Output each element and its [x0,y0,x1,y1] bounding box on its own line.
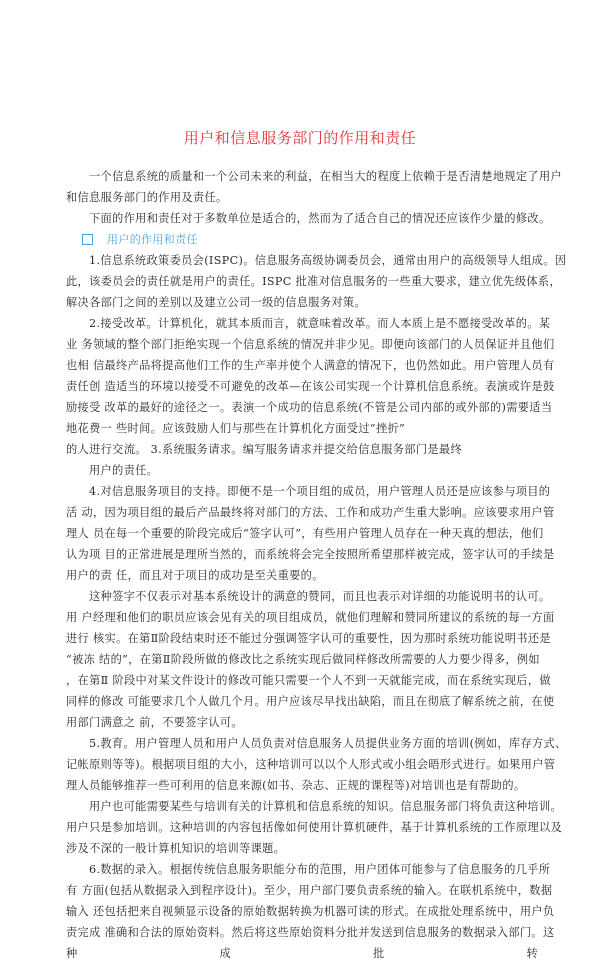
text-line: 用户的责 任，而且对于项目的成功是至关重要的。 [66,569,324,582]
text-line: 同样的修改 可能要求几个人做几个月。用户应该尽早找出缺陷，而且在彻底了解系统之前，在使 [66,695,555,708]
text-line: 有 方面(包括从数据录入到程序设计)。至少，用户部门要负责系统的输入。在联机系统中，数据 [66,884,553,897]
text-line: 用户也可能需要某些与培训有关的计算机和信息系统的知识。信息服务部门将负责这种培训。 [89,800,563,813]
text-line: 一个信息系统的质量和一个公司未来的利益，在相当大的程度上依赖于是否清楚地规定了用户 [89,170,563,183]
text-line: 输入 还包括把来自视频显示设备的原始数据转换为机器可读的形式。在成批处理系统中，用户负 [66,905,555,918]
text-line: 1.信息系统政策委员会(ISPC)。信息服务高级协调委员会，通常由用户的高级领导人组成。因 [89,254,567,267]
text-line: 认为项 目的正常进展是理所当然的，而系统将会完全按照所希望那样被完成，签字认可的手续是 [66,548,555,561]
text-line: 的人进行交流。 3.系统服务请求。编写服务请求并提交给信息服务部门是最终 [66,443,463,456]
text-line: ，在第Ⅱ 阶段中对某文件设计的修改可能只需要一个人不到一天就能完成，而在系统实现后，做 [66,674,551,687]
main-paragraphs [66,250,567,943]
text-line: 用户只是参加培训。这种培训的内容包括像如何使用计算机硬件，基于计算机系统的工作原理以及 [66,821,563,834]
text-line: 理人 员在每一个重要的阶段完成后“签字认可”，有些用户管理人员存在一种天真的想法，他们 [66,527,544,540]
document-title: 用户和信息服务部门的作用和责任 [183,129,417,147]
text-line: 活 动，因为项目组的最后产品最终将对部门的方法、工作和成功产生重大影响。应该要求用户管 [66,506,555,519]
text-line: 涉及不深的一般计算机知识的培训等课题。 [66,842,286,855]
text-line: 进行 核实。在第Ⅱ阶段结束时还不能过分强调签字认可的重要性，因为那时系统功能说明书还是 [66,632,551,645]
last-line [66,943,538,964]
section-heading-text: 用户的作用和责任 [107,233,198,246]
text-line: 2.接受改革。计算机化，就其本质而言，就意味着改革。而人本质上是不愿接受改革的。某 [89,317,551,330]
text-line: 下面的作用和责任对于多数单位是适合的，然而为了适合自己的情况还应该作少量的修改。 [89,212,551,225]
text-line: 也相 信最终产品将提高他们工作的生产率并使个人满意的情况下，也仍然如此。用户管理人员有 [66,359,555,372]
text-line: “被冻 结的”，在第Ⅱ阶段所做的修改比之系统实现后做同样修改所需要的人力要少得多，例如 [66,653,540,666]
checkbox-icon [82,234,93,245]
text-line: 此，该委员会的责任就是用户的责任。ISPC 批准对信息服务的一些重大要求，建立优先级体系， [66,275,561,288]
text-line: 责任创 造适当的环境以接受不可避免的改革—在该公司实现一个计算机信息系统。表演或许是鼓 [66,380,555,393]
text-line: 用 户经理和他们的职员应该会见有关的项目组成员，就他们理解和赞同所建议的系统的每一方面 [66,611,555,624]
text-word: 批 [372,947,385,960]
text-line: 用部门满意之 前，不要签字认可。 [66,716,243,729]
document-body [66,166,567,964]
text-line: 责完成 准确和合法的原始资料。然后将这些原始资料分批并发送到信息服务的数据录入部门。这 [66,926,555,939]
text-word: 成 [219,947,232,960]
text-line: 5.教育。用户管理人员和用户人员负责对信息服务人员提供业务方面的培训(例如，库存方式、 [89,737,567,750]
section-heading [66,229,538,250]
intro-paragraphs [66,166,563,229]
text-line: 记帐原则等等)。根据项目组的大小，这种培训可以以个人形式或小组会晤形式进行。如果用户管 [66,758,556,771]
text-line: 用户的责任。 [89,464,159,477]
text-line: 业 务领域的整个部门拒绝实现一个信息系统的情况并非少见。即便向该部门的人员保证并且他们 [66,338,555,351]
text-line: 励接受 改革的最好的途径之一。表演一个成功的信息系统(不管是公司内部的或外部的)需要适当 [66,401,553,414]
text-line: 地花费一 些时间。应该鼓励人们与那些在计算机化方面受过“挫折” [66,422,406,435]
text-line: 这种签字不仅表示对基本系统设计的满意的赞同，而且也表示对详细的功能说明书的认可。 [89,590,551,603]
text-line: 解决各部门之间的差别以及建立公司一级的信息服务对策。 [66,296,366,309]
text-line: 6.数据的录入。根据传统信息服务职能分布的范围，用户团体可能参与了信息服务的几乎所 [89,863,551,876]
text-line: 4.对信息服务项目的支持。即便不是一个项目组的成员，用户管理人员还是应该参与项目的 [89,485,551,498]
text-word: 转 [526,947,538,960]
text-line: 和信息服务部门的作用及责任。 [66,191,228,204]
text-word: 种 [66,947,78,960]
text-line: 理人员能够推荐一些可利用的信息来源(如书、杂志、正规的课程等)对培训也是有帮助的。 [66,779,526,792]
